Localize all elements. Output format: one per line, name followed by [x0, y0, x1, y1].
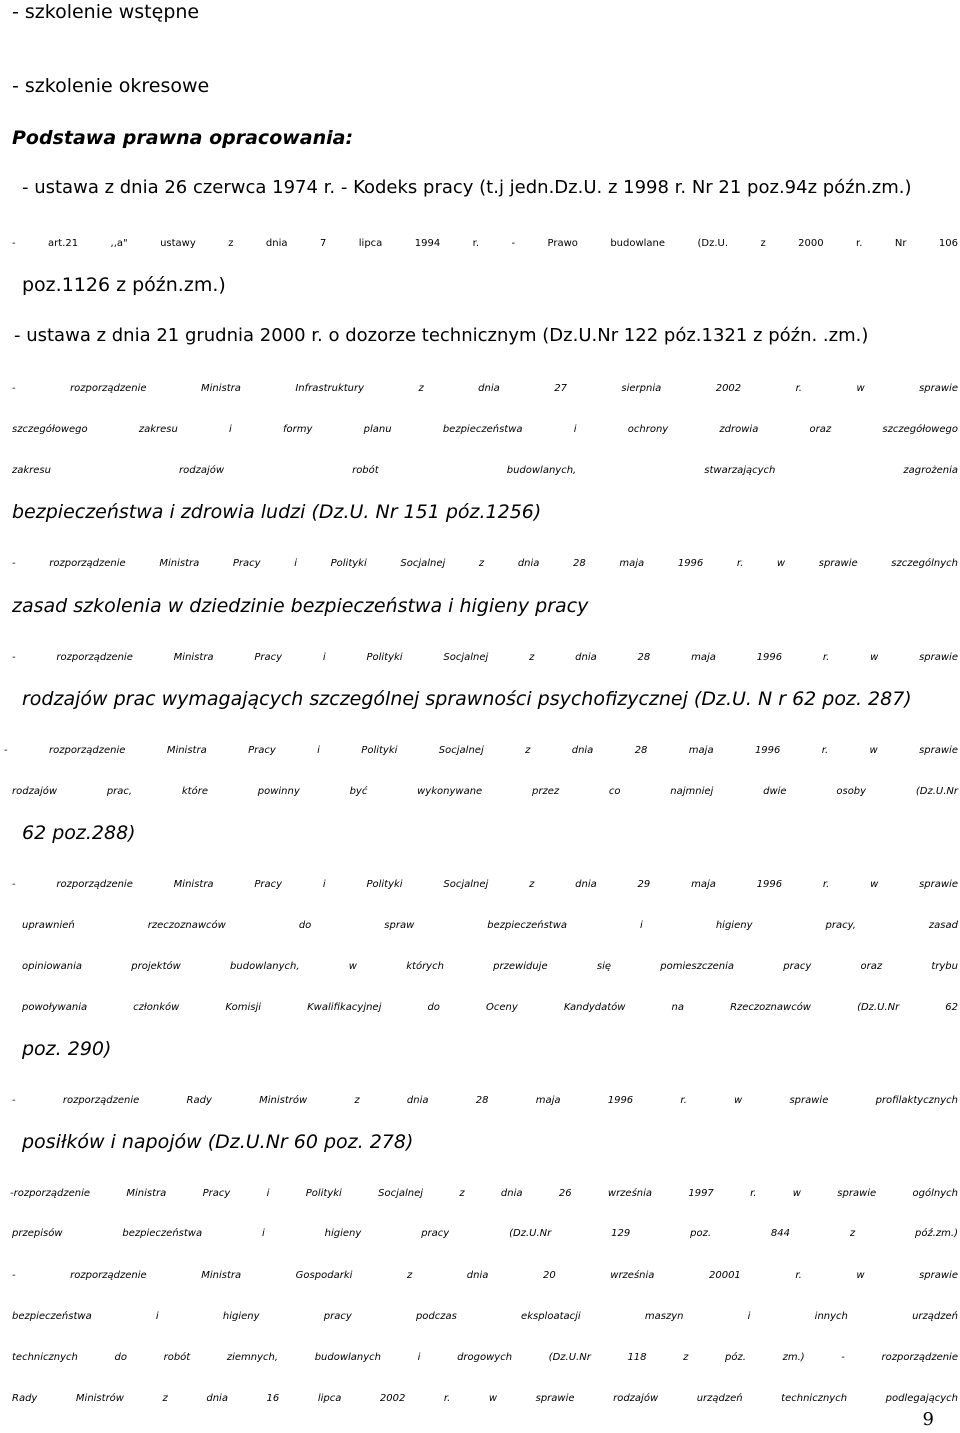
text-line: przepisów bezpieczeństwa i higieny pracy (Dz.U.Nr 129 poz. 844 z póź.zm.): [12, 1228, 958, 1239]
text-line: szczegółowego zakresu i formy planu bezpieczeństwa i ochrony zdrowia oraz szczegółowego: [12, 424, 958, 435]
text-line: - art.21 ,,a" ustawy z dnia 7 lipca 1994 r. - Prawo budowlane (Dz.U. z 2000 r. Nr 106: [12, 238, 958, 249]
text-line: poz. 290): [22, 1038, 112, 1060]
text-line: - ustawa z dnia 21 grudnia 2000 r. o dozorze technicznym (Dz.U.Nr 122 póz.1321 z późn. .zm.): [14, 325, 869, 346]
section-heading: Podstawa prawna opracowania:: [12, 127, 354, 149]
text-line: opiniowania projektów budowlanych, w których przewiduje się pomieszczenia pracy oraz trybu: [22, 961, 958, 972]
text-line: -rozporządzenie Ministra Pracy i Polityki Socjalnej z dnia 26 września 1997 r. w sprawie ogólnych: [10, 1188, 958, 1199]
text-line: - rozporządzenie Ministra Pracy i Polityki Socjalnej z dnia 28 maja 1996 r. w sprawie: [4, 745, 958, 756]
text-line: - rozporządzenie Ministra Gospodarki z dnia 20 września 20001 r. w sprawie: [12, 1270, 958, 1281]
text-line: posiłków i napojów (Dz.U.Nr 60 poz. 278): [22, 1131, 414, 1153]
text-line: bezpieczeństwa i zdrowia ludzi (Dz.U. Nr 151 póz.1256): [12, 501, 542, 523]
text-line: zakresu rodzajów robót budowlanych, stwarzających zagrożenia: [12, 465, 958, 476]
text-line: - rozporządzenie Ministra Pracy i Polityki Socjalnej z dnia 29 maja 1996 r. w sprawie: [12, 879, 958, 890]
text-line: rodzajów prac wymagających szczególnej sprawności psychofizycznej (Dz.U. N r 62 poz. 287): [22, 688, 912, 710]
text-line: technicznych do robót ziemnych, budowlanych i drogowych (Dz.U.Nr 118 z póz. zm.) - rozporządzenie: [12, 1352, 958, 1363]
text-line: powoływania członków Komisji Kwalifikacyjnej do Oceny Kandydatów na Rzeczoznawców (Dz.U.Nr 62: [22, 1002, 958, 1013]
text-line: Rady Ministrów z dnia 16 lipca 2002 r. w sprawie rodzajów urządzeń technicznych podlegających: [12, 1393, 958, 1404]
text-line: - rozporządzenie Ministra Pracy i Polityki Socjalnej z dnia 28 maja 1996 r. w sprawie: [12, 652, 958, 663]
text-line: bezpieczeństwa i higieny pracy podczas eksploatacji maszyn i innych urządzeń: [12, 1311, 958, 1322]
page-number: 9: [922, 1409, 934, 1430]
text-line: uprawnień rzeczoznawców do spraw bezpieczeństwa i higieny pracy, zasad: [22, 920, 958, 931]
text-line: poz.1126 z późn.zm.): [22, 274, 226, 296]
text-line: rodzajów prac, które powinny być wykonywane przez co najmniej dwie osoby (Dz.U.Nr: [12, 786, 958, 797]
text-line: - ustawa z dnia 26 czerwca 1974 r. - Kodeks pracy (t.j jedn.Dz.U. z 1998 r. Nr 21 poz.94z późn.zm.): [22, 177, 912, 198]
text-line: 62 poz.288): [22, 822, 136, 844]
text-line: - rozporządzenie Ministra Infrastruktury z dnia 27 sierpnia 2002 r. w sprawie: [12, 383, 958, 394]
text-line: - szkolenie okresowe: [12, 75, 210, 97]
text-line: zasad szkolenia w dziedzinie bezpieczeństwa i higieny pracy: [12, 595, 589, 617]
text-line: - rozporządzenie Rady Ministrów z dnia 28 maja 1996 r. w sprawie profilaktycznych: [12, 1095, 958, 1106]
text-line: - szkolenie wstępne: [12, 1, 200, 23]
text-line: - rozporządzenie Ministra Pracy i Polityki Socjalnej z dnia 28 maja 1996 r. w sprawie szczególnych: [12, 558, 958, 569]
